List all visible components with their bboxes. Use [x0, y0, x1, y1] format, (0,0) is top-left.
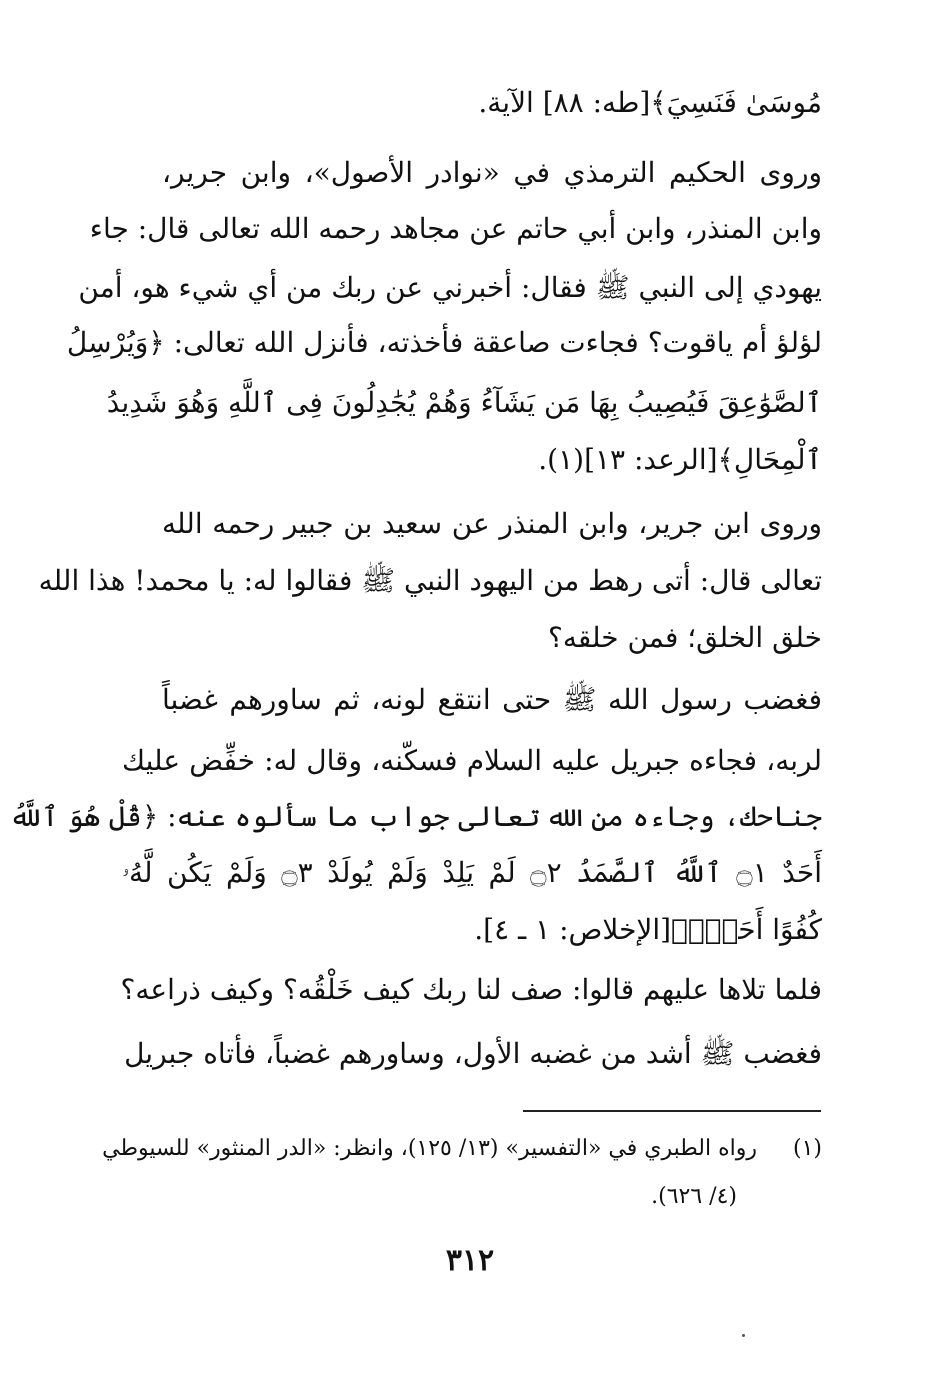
footnote-text-continued: (٤/ ٦٢٦).	[651, 1184, 737, 1209]
text-line-5: لؤلؤ أم ياقوت؟ فجاءت صاعقة فأخذته، فأنزل الله تعالى: ﴿وَيُرْسِلُ	[66, 326, 822, 359]
text-line-2: وروى الحكيم الترمذي في «نوادر الأصول»، وابن جرير،	[162, 156, 822, 189]
footnote-line-1	[102, 1132, 822, 1166]
text-line-1: مُوسَىٰ فَنَسِيَ﴾[طه: ٨٨] الآية.	[478, 86, 822, 119]
footnote-separator	[523, 1110, 821, 1112]
text-line-12: لربه، فجاءه جبريل عليه السلام فسكّنه، وقال له: خفِّض عليك	[122, 744, 822, 777]
text-line-16: فلما تلاها عليهم قالوا: صف لنا ربك كيف خَلْقُه؟ وكيف ذراعه؟	[120, 973, 822, 1006]
text-line-7: ٱلْمِحَالِ﴾[الرعد: ١٣](١).	[538, 443, 822, 476]
text-line-10: خلق الخلق؛ فمن خلقه؟	[547, 621, 822, 654]
text-line-4: يهودي إلى النبي ﷺ فقال: أخبرني عن ربك من أي شيء هو، أمن	[78, 271, 822, 304]
text-line-13: جناحك، وجاءه من الله تعالى جواب ما سألوه عنه: ﴿قُلْ هُوَ ٱللَّهُ	[9, 800, 822, 833]
footnote-line-2	[102, 1180, 822, 1214]
text-line-3: وابن المنذر، وابن أبي حاتم عن مجاهد رحمه الله تعالى قال: جاء	[89, 212, 822, 245]
print-speck	[742, 1334, 745, 1337]
text-line-15: كُفُوًا أَحَدٌۢ﴾[الإخلاص: ١ ـ ٤].	[474, 913, 822, 946]
footnote-marker: (١)	[792, 1136, 822, 1161]
text-line-17: فغضب ﷺ أشد من غضبه الأول، وساورهم غضباً، فأتاه جبريل	[124, 1037, 822, 1070]
text-line-14: أَحَدٌ ۝١ ٱللَّهُ ٱلصَّمَدُ ۝٢ لَمْ يَلِدْ وَلَمْ يُولَدْ ۝٣ وَلَمْ يَكُن لَّهُۥ	[122, 856, 822, 889]
footnote-text: رواه الطبري في «التفسير» (١٣/ ١٢٥)، وانظر: «الدر المنثور» للسيوطي	[102, 1136, 757, 1161]
page-number: ٣١٢	[445, 1243, 495, 1278]
text-line-8: وروى ابن جرير، وابن المنذر عن سعيد بن جبير رحمه الله	[162, 507, 822, 540]
text-line-6: ٱلصَّوَٰعِقَ فَيُصِيبُ بِهَا مَن يَشَآءُ وَهُمْ يُجَٰدِلُونَ فِى ٱللَّهِ وَهُوَ شَدِيدُ	[106, 386, 822, 419]
text-line-9: تعالى قال: أتى رهط من اليهود النبي ﷺ فقالوا له: يا محمد! هذا الله	[38, 564, 822, 597]
text-line-11: فغضب رسول الله ﷺ حتى انتقع لونه، ثم ساورهم غضباً	[162, 683, 822, 716]
